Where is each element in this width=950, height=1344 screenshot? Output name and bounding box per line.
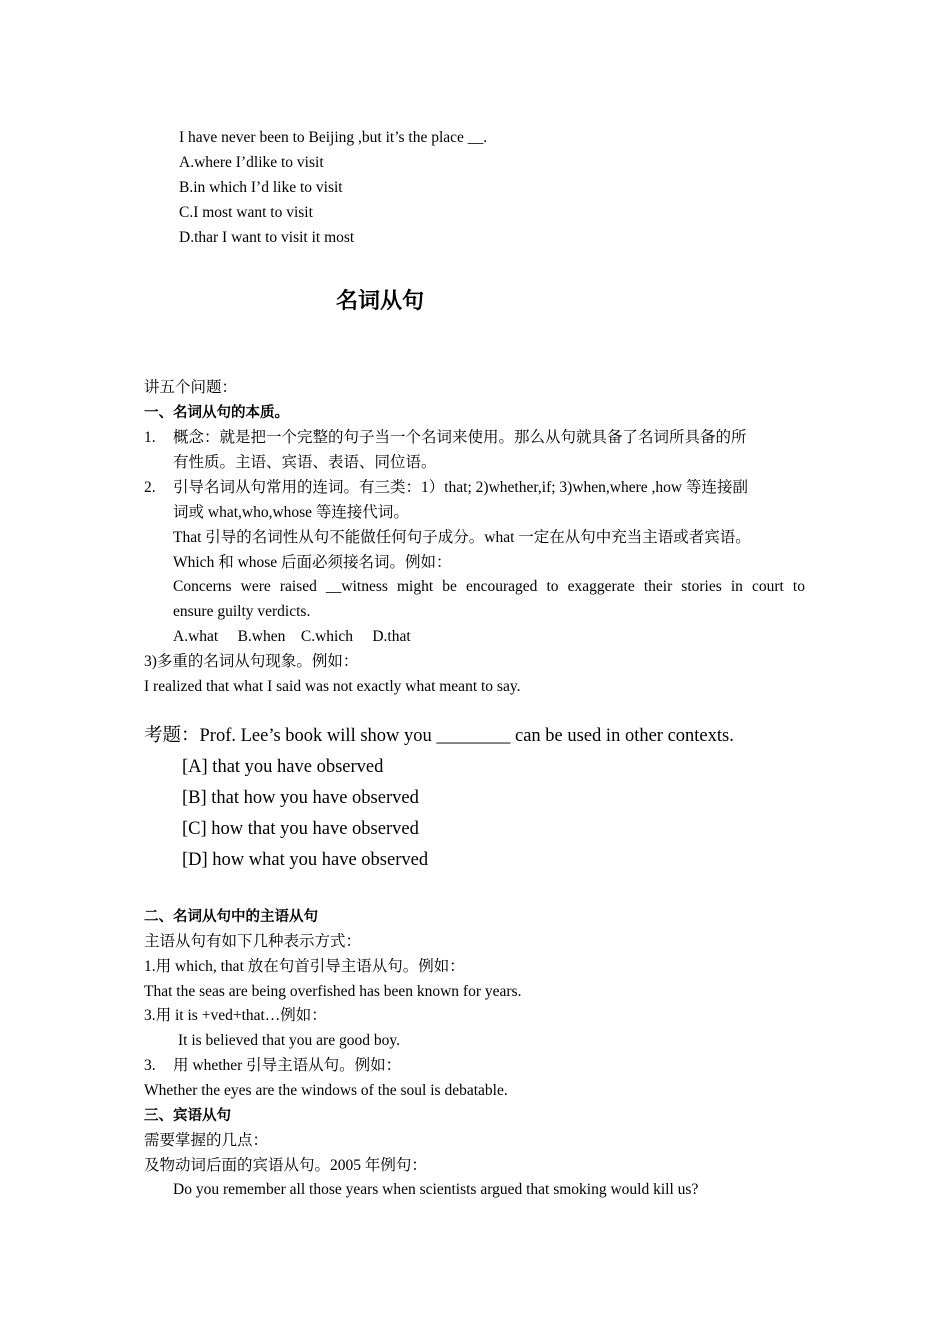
section1-heading: 一、名词从句的本质。 (144, 405, 289, 421)
exam-option-d: [D] how what you have observed (182, 850, 429, 870)
example-sentence-line2: ensure guilty verdicts. (173, 603, 311, 620)
section2-point3-example: Whether the eyes are the windows of the soul is debatable. (144, 1082, 508, 1099)
section1-item2-continued: 词或 what,who,whose 等连接代词。 (173, 504, 409, 521)
section2-intro: 主语从句有如下几种表示方式： (144, 933, 362, 950)
section3-point1-example: Do you remember all those years when scientists argued that smoking would kill us? (173, 1181, 699, 1198)
section2-point3 (144, 1056, 401, 1076)
intro-option-d: D.thar I want to visit it most (179, 229, 355, 246)
section2-point2: 3.用 it is +ved+that…例如： (144, 1007, 327, 1024)
item2-number: 2. (144, 479, 156, 496)
section1-item3: 3)多重的名词从句现象。例如： (144, 653, 359, 670)
page-title: 名词从句 (335, 289, 424, 314)
exam-option-a: [A] that you have observed (182, 757, 384, 777)
five-questions-label: 讲五个问题： (144, 379, 238, 396)
section1-that-rule: That 引导的名词性从句不能做任何句子成分。what 一定在从句中充当主语或者宾语。 (173, 529, 751, 546)
intro-option-c: C.I most want to visit (179, 204, 313, 221)
section3-intro: 需要掌握的几点： (144, 1132, 269, 1149)
section2-point1: 1.用 which, that 放在句首引导主语从句。例如： (144, 958, 465, 975)
item1-number: 1. (144, 429, 156, 446)
example-options: A.what B.when C.which D.that (173, 628, 411, 645)
intro-option-b: B.in which I’d like to visit (179, 179, 343, 196)
point3-text: 用 whether 引导主语从句。例如： (173, 1057, 402, 1074)
intro-question-stem: I have never been to Beijing ,but it’s the place __. (179, 129, 488, 146)
point3-number: 3. (144, 1057, 156, 1074)
section2-point1-example: That the seas are being overfished has been known for years. (144, 983, 522, 1000)
section1-which-rule: Which 和 whose 后面必须接名词。例如： (173, 554, 452, 571)
item2-text: 引导名词从句常用的连词。有三类：1）that; 2)whether,if; 3)when,where ,how 等连接副 (173, 479, 748, 496)
section1-item1-continued: 有性质。主语、宾语、表语、同位语。 (173, 454, 437, 471)
example-sentence-line1: Concerns were raised __witness might be encouraged to exaggerate their stories in court to (173, 578, 805, 595)
section3-heading: 三、宾语从句 (144, 1108, 231, 1124)
section1-item3-example: I realized that what I said was not exactly what meant to say. (144, 678, 521, 695)
exam-option-b: [B] that how you have observed (182, 788, 419, 808)
section2-heading: 二、名词从句中的主语从句 (144, 909, 318, 925)
intro-option-a: A.where I’dlike to visit (179, 154, 324, 171)
section1-item2 (144, 478, 748, 498)
item1-text: 概念：就是把一个完整的句子当一个名词来使用。那么从句就具备了名词所具备的所 (173, 429, 747, 446)
exam-question-stem: 考题：Prof. Lee’s book will show you ________ can be used in other contexts. (144, 726, 734, 746)
section1-item1 (144, 428, 747, 448)
section3-point1: 及物动词后面的宾语从句。2005 年例句： (144, 1157, 427, 1174)
exam-option-c: [C] how that you have observed (182, 819, 419, 839)
section2-point2-example: It is believed that you are good boy. (178, 1032, 400, 1049)
